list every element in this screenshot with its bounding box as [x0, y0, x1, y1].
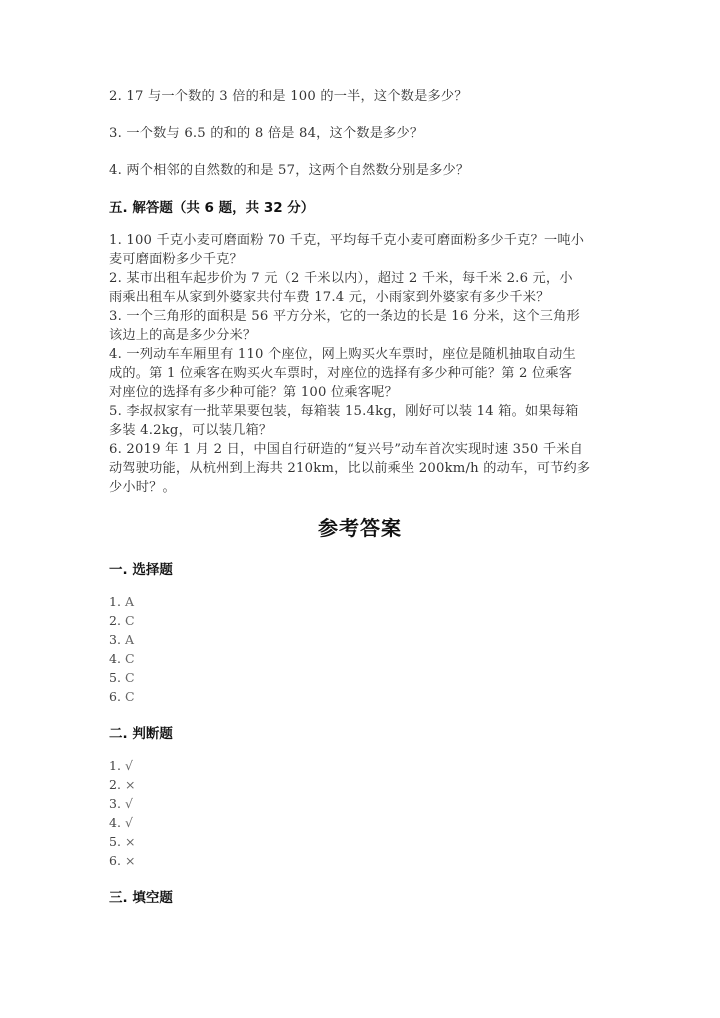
- question-5-5-line1: 5. 李叔叔家有一批苹果要包装，每箱装 15.4kg，刚好可以装 14 箱。如果每箱: [109, 404, 579, 419]
- question-5-4-line3: 对座位的选择有多少种可能？第 100 位乘客呢？: [109, 385, 398, 400]
- choice-answer-5: 5. C: [109, 670, 135, 685]
- question-5-6-line2: 动驾驶功能，从杭州到上海共 210km，比以前乘坐 200km/h 的动车，可节约多: [109, 461, 591, 476]
- question-5-1-line1: 1. 100 千克小麦可磨面粉 70 千克，平均每千克小麦可磨面粉多少千克？一吨小: [109, 233, 585, 248]
- judge-answer-1: 1. √: [109, 758, 133, 773]
- section-5-heading: 五. 解答题（共 6 题，共 32 分）: [109, 200, 315, 216]
- choice-answer-1: 1. A: [109, 594, 134, 609]
- choice-answer-3: 3. A: [109, 632, 134, 647]
- question-5-3-line2: 该边上的高是多少分米？: [109, 328, 257, 343]
- judge-answer-3: 3. √: [109, 796, 133, 811]
- question-5-4-line1: 4. 一列动车车厢里有 110 个座位，网上购买火车票时，座位是随机抽取自动生: [109, 347, 576, 362]
- question-5-2-line1: 2. 某市出租车起步价为 7 元（2 千米以内），超过 2 千米，每千米 2.6 元，小: [109, 271, 573, 286]
- judge-answer-4: 4. √: [109, 815, 133, 830]
- judge-answer-6: 6. ×: [109, 853, 136, 868]
- choice-heading: 一. 选择题: [109, 562, 173, 578]
- question-5-5-line2: 多装 4.2kg，可以装几箱？: [109, 423, 273, 438]
- choice-answer-4: 4. C: [109, 651, 135, 666]
- question-5-4-line2: 成的。第 1 位乘客在购买火车票时，对座位的选择有多少种可能？第 2 位乘客: [109, 366, 573, 381]
- question-5-6-line3: 少小时？。: [109, 480, 176, 495]
- choice-answer-6: 6. C: [109, 689, 135, 704]
- choice-answer-2: 2. C: [109, 613, 135, 628]
- answers-title: 参考答案: [318, 516, 402, 540]
- question-5-2-line2: 雨乘出租车从家到外婆家共付车费 17.4 元，小雨家到外婆家有多少千米？: [109, 290, 550, 305]
- question-4-4: 4. 两个相邻的自然数的和是 57，这两个自然数分别是多少？: [109, 163, 470, 178]
- judge-answer-5: 5. ×: [109, 834, 136, 849]
- question-4-2: 2. 17 与一个数的 3 倍的和是 100 的一半，这个数是多少？: [109, 89, 468, 104]
- judge-answer-2: 2. ×: [109, 777, 136, 792]
- question-5-6-line1: 6. 2019 年 1 月 2 日，中国自行研造的“复兴号”动车首次实现时速 350 千米自: [109, 442, 583, 457]
- judge-heading: 二. 判断题: [109, 726, 173, 742]
- question-5-3-line1: 3. 一个三角形的面积是 56 平方分米，它的一条边的长是 16 分米，这个三角形: [109, 309, 580, 324]
- question-4-3: 3. 一个数与 6.5 的和的 8 倍是 84，这个数是多少？: [109, 126, 424, 141]
- fill-heading: 三. 填空题: [109, 890, 173, 906]
- question-5-1-line2: 麦可磨面粉多少千克？: [109, 252, 243, 267]
